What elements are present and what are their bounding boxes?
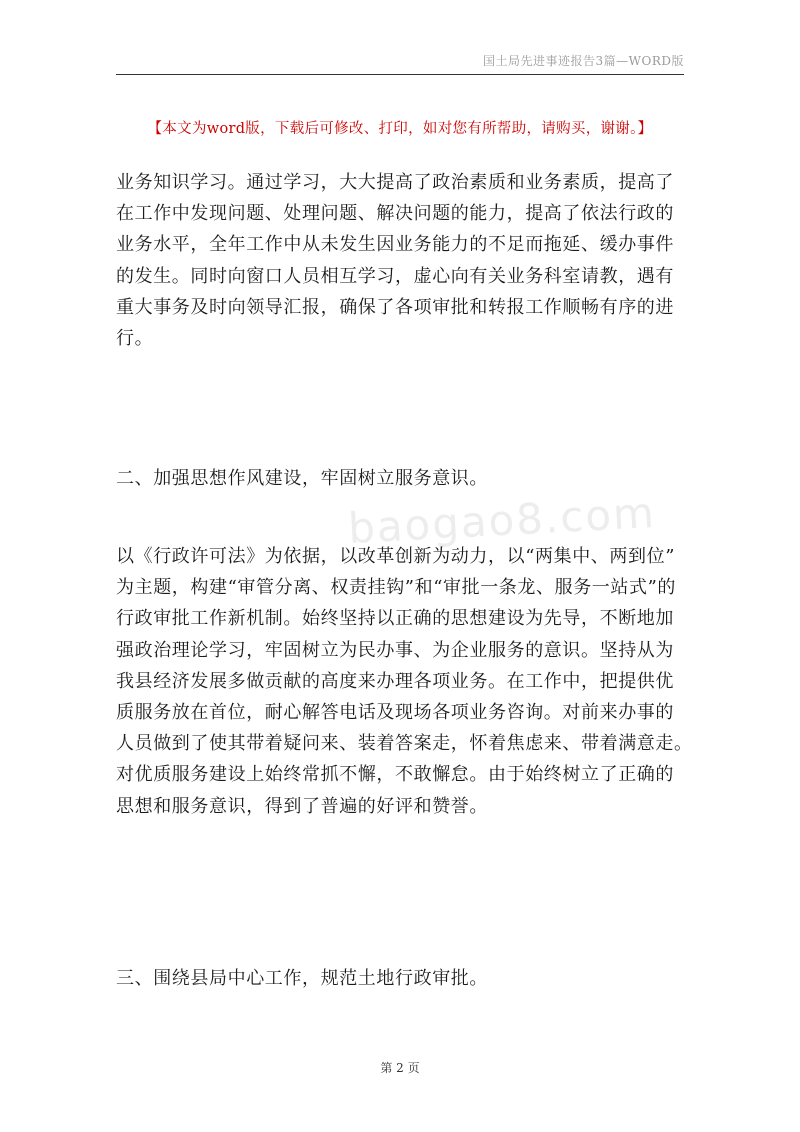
text-line: 在工作中发现问题、处理问题、解决问题的能力，提高了依法行政的 (116, 203, 674, 225)
section-heading-2 (116, 463, 688, 494)
text-line: 强政治理论学习，牢固树立为民办事、为企业服务的意识。坚持从为 (116, 639, 674, 661)
section-heading-3 (116, 963, 688, 994)
text-line: 对优质服务建设上始终常抓不懈，不敢懈怠。由于始终树立了正确的 (116, 764, 674, 786)
text-line: 行。 (116, 328, 154, 350)
paragraph-business-study (116, 167, 688, 354)
text-line: 人员做到了使其带着疑问来、装着答案走，怀着焦虑来、带着满意走。 (116, 733, 693, 755)
text-line: 质服务放在首位，耐心解答电话及现场各项业务咨询。对前来办事的 (116, 702, 674, 724)
text-line: 业务水平，全年工作中从未发生因业务能力的不足而拖延、缓办事件 (116, 234, 674, 256)
running-header: 国土局先进事迹报告3篇—WORD版 (483, 54, 684, 68)
paragraph-service-awareness (116, 541, 693, 822)
text-line: 重大事务及时向领导汇报，确保了各项审批和转报工作顺畅有序的进 (116, 296, 674, 318)
heading-text: 三、围绕县局中心工作，规范土地行政审批。 (116, 968, 488, 989)
text-line: 行政审批工作新机制。始终坚持以正确的思想建设为先导，不断地加 (116, 608, 674, 630)
text-line: 为主题，构建“审管分离、权责挂钩”和“审批一条龙、服务一站式”的 (116, 577, 677, 599)
header-divider (116, 74, 684, 75)
purchase-notice: 【本文为word版，下载后可修改、打印，如对您有所帮助，请购买，谢谢。】 (147, 121, 653, 137)
page-number: 第 2 页 (380, 1061, 420, 1075)
text-line: 思想和服务意识，得到了普遍的好评和赞誉。 (116, 795, 488, 817)
text-line: 我县经济发展多做贡献的高度来办理各项业务。在工作中，把提供优 (116, 670, 674, 692)
text-line: 的发生。同时向窗口人员相互学习，虚心向有关业务科室请教，遇有 (116, 265, 674, 287)
text-line: 以《行政许可法》为依据，以改革创新为动力，以“两集中、两到位” (116, 546, 676, 567)
heading-text: 二、加强思想作风建设，牢固树立服务意识。 (116, 468, 488, 489)
site-watermark: baogao8.com (346, 487, 658, 554)
text-line: 业务知识学习。通过学习，大大提高了政治素质和业务素质，提高了 (116, 172, 674, 193)
